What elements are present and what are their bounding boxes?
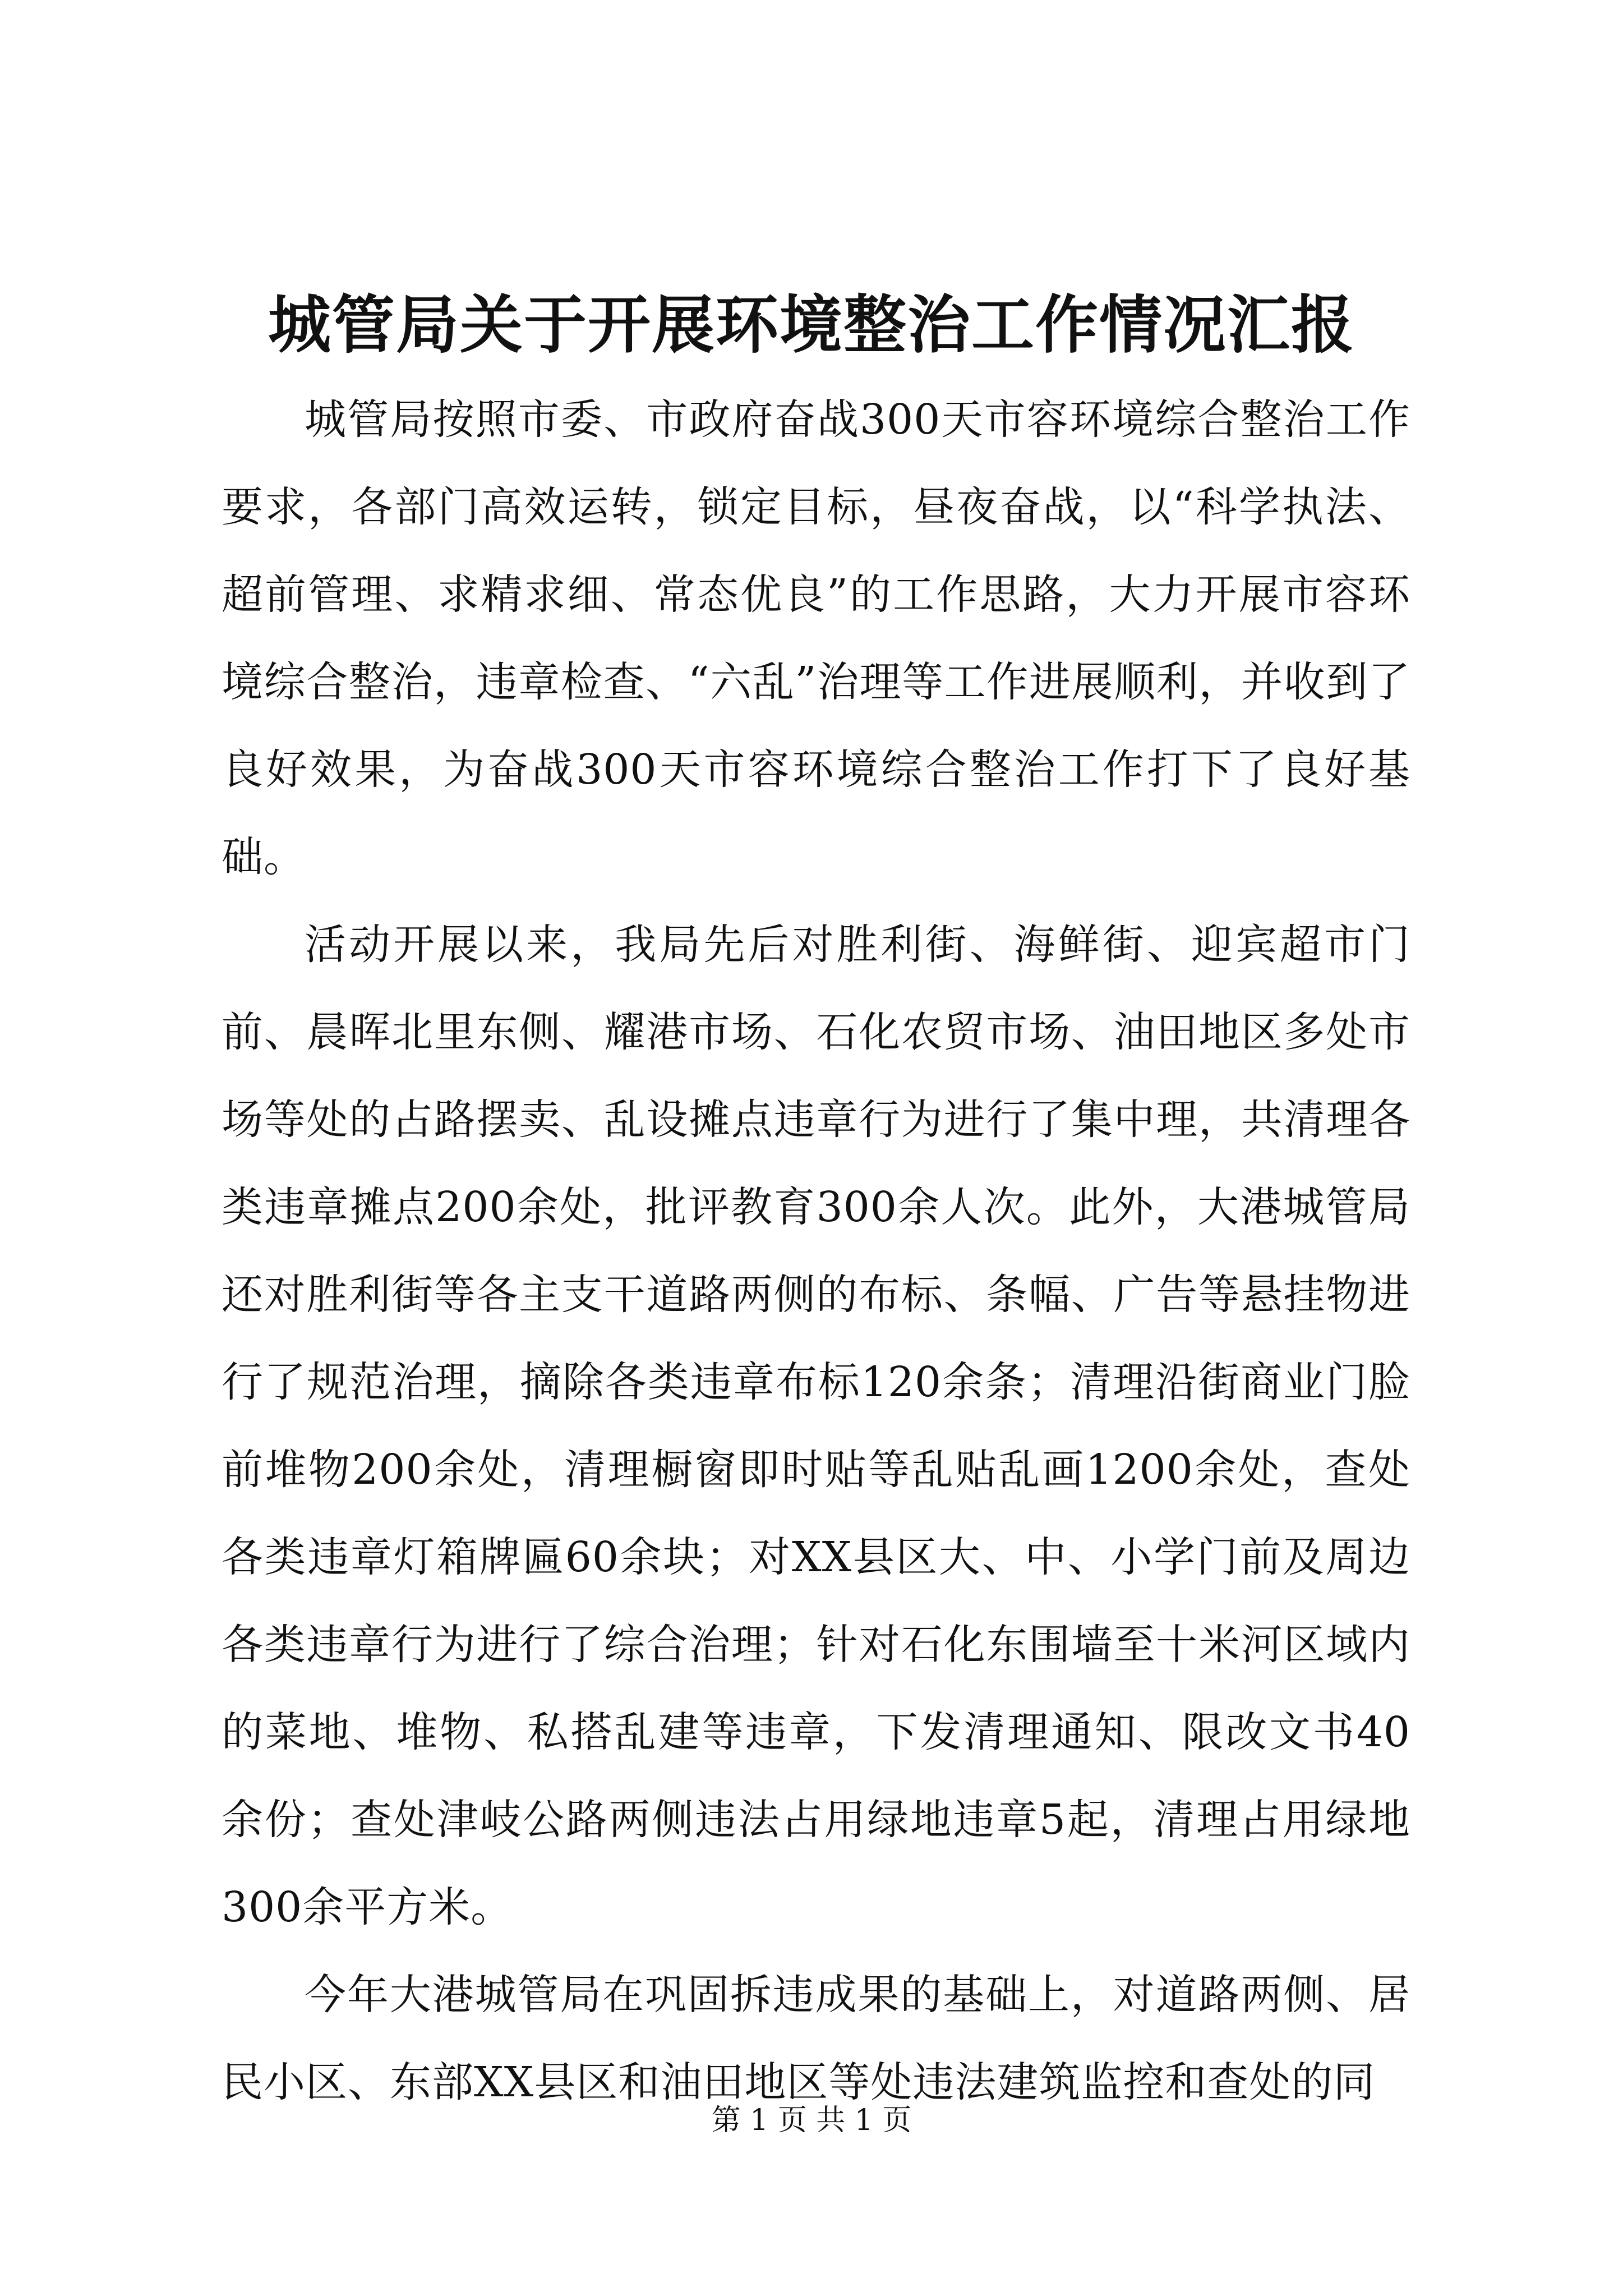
paragraph-3: 今年大港城管局在巩固拆违成果的基础上，对道路两侧、居民小区、东部XX县区和油田地区等处违法建筑监控和查处的同 <box>222 1971 1410 2106</box>
document-body <box>222 376 1410 2126</box>
paragraph-1: 城管局按照市委、市政府奋战300天市容环境综合整治工作要求，各部门高效运转，锁定目标，昼夜奋战，以“科学执法、超前管理、求精求细、常态优良”的工作思路，大力开展市容环境综合整治，违章检查、“六乱”治理等工作进展顺利，并收到了良好效果，为奋战300天市容环境综合整治工作打下了良好基础。 <box>222 395 1410 881</box>
document-title: 城管局关于开展环境整治工作情况汇报 <box>268 288 1355 362</box>
page-footer: 第 1 页 共 1 页 <box>711 2104 912 2137</box>
paragraph-2: 活动开展以来，我局先后对胜利街、海鲜街、迎宾超市门前、晨晖北里东侧、耀港市场、石化农贸市场、油田地区多处市场等处的占路摆卖、乱设摊点违章行为进行了集中理，共清理各类违章摊点200余处，批评教育300余人次。此外，大港城管局还对胜利街等各主支干道路两侧的布标、条幅、广告等悬挂物进行了规范治理，摘除各类违章布标120余条；清理沿街商业门脸前堆物200余处，清理橱窗即时贴等乱贴乱画1200余处，查处各类违章灯箱牌匾60余块；对XX县区大、中、小学门前及周边各类违章行为进行了综合治理；针对石化东围墙至十米河区域内的菜地、堆物、私搭乱建等违章，下发清理通知、限改文书40余份；查处津岐公路两侧违法占用绿地违章5起，清理占用绿地300余平方米。 <box>222 921 1410 1931</box>
